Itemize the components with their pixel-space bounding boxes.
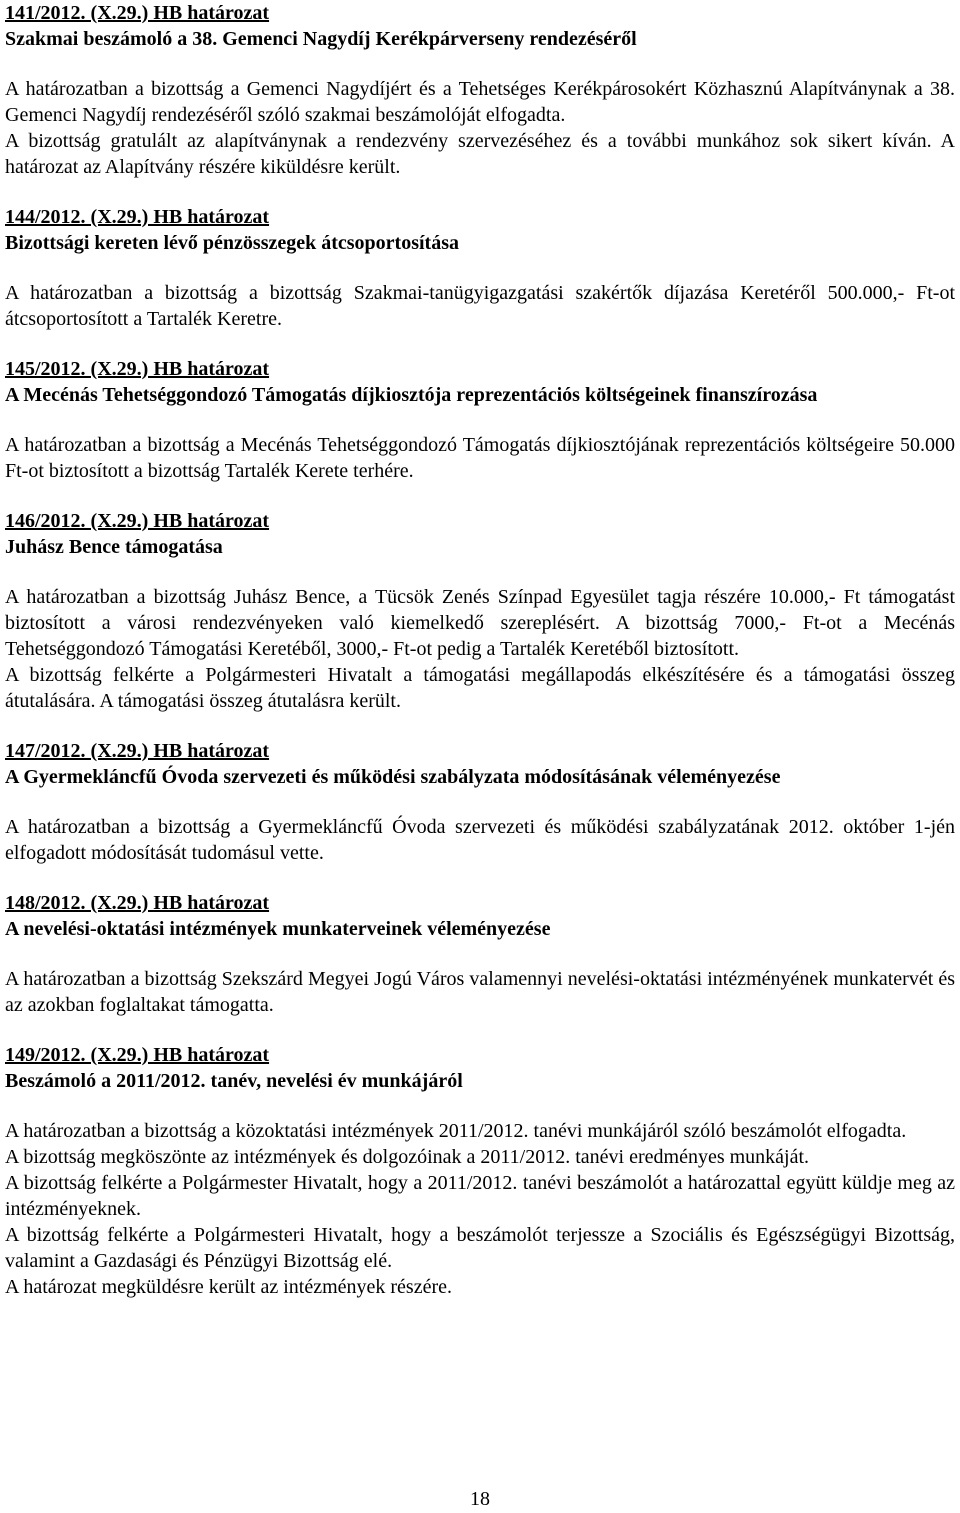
resolution-paragraph: A határozatban a bizottság a Mecénás Tehetséggondozó Támogatás díjkiosztójának reprezentációs költségeire 50.000 Ft-ot biztosított a bizottság Tartalék Kerete terhére. [5, 434, 955, 482]
resolution-number: 145/2012. (X.29.) HB határozat [5, 358, 270, 380]
resolution-title: Juhász Bence támogatása [5, 536, 223, 558]
resolution-paragraph: A határozatban a bizottság Szekszárd Megyei Jogú Város valamennyi nevelési-oktatási intézményének munkatervét és az azokban foglaltakat támogatta. [5, 968, 955, 1016]
resolution-paragraph: A határozatban a bizottság a Gyermekláncfű Óvoda szervezeti és működési szabályzatának 2012. október 1-jén elfogadott módosítását tudomásul vette. [5, 816, 955, 864]
resolution-number: 149/2012. (X.29.) HB határozat [5, 1044, 270, 1066]
resolution-number: 147/2012. (X.29.) HB határozat [5, 740, 270, 762]
resolution-paragraph: A határozat megküldésre került az intézmények részére. [5, 1276, 453, 1298]
resolution-paragraph: A bizottság gratulált az alapítványnak a rendezvény szervezéséhez és a további munkához sok sikert kíván. A határozat az Alapítvány részére kiküldésre került. [5, 130, 955, 178]
resolution-number: 146/2012. (X.29.) HB határozat [5, 510, 270, 532]
document-page [5, 0, 955, 1300]
resolution-title: Szakmai beszámoló a 38. Gemenci Nagydíj Kerékpárverseny rendezéséről [5, 28, 637, 50]
resolution-144 [5, 204, 955, 356]
resolution-number: 148/2012. (X.29.) HB határozat [5, 892, 270, 914]
resolution-141 [5, 0, 955, 204]
resolution-title: Bizottsági kereten lévő pénzösszegek átcsoportosítása [5, 232, 460, 254]
resolution-146 [5, 508, 955, 738]
resolution-title: Beszámoló a 2011/2012. tanév, nevelési év munkájáról [5, 1070, 463, 1092]
resolution-paragraph: A határozatban a bizottság a Gemenci Nagydíjért és a Tehetséges Kerékpárosokért Közhasznú Alapítványnak a 38. Gemenci Nagydíj rendezéséről szóló szakmai beszámolóját elfogadta. [5, 78, 955, 126]
resolution-145 [5, 356, 955, 508]
resolution-title: A Mecénás Tehetséggondozó Támogatás díjkiosztója reprezentációs költségeinek finanszírozása [5, 384, 818, 406]
resolution-paragraph: A határozatban a bizottság a bizottság Szakmai-tanügyigazgatási szakértők díjazása Keretéről 500.000,- Ft-ot átcsoportosított a Tartalék Keretre. [5, 282, 955, 330]
resolution-paragraph: A határozatban a bizottság a közoktatási intézmények 2011/2012. tanévi munkájáról szóló beszámolót elfogadta. [5, 1120, 907, 1142]
page-number: 18 [470, 1488, 490, 1510]
resolution-paragraph: A bizottság felkérte a Polgármesteri Hivatalt, hogy a beszámolót terjessze a Szociális és Egészségügyi Bizottság, valamint a Gazdasági és Pénzügyi Bizottság elé. [5, 1224, 955, 1272]
resolution-title: A nevelési-oktatási intézmények munkaterveinek véleményezése [5, 918, 551, 940]
resolution-paragraph: A bizottság megköszönte az intézmények és dolgozóinak a 2011/2012. tanévi eredményes munkáját. [5, 1146, 810, 1168]
resolution-paragraph: A bizottság felkérte a Polgármester Hivatalt, hogy a 2011/2012. tanévi beszámolót a határozattal együtt küldje meg az intézményeknek. [5, 1172, 955, 1220]
resolution-paragraph: A határozatban a bizottság Juhász Bence, a Tücsök Zenés Színpad Egyesület tagja részére 10.000,- Ft támogatást biztosított a városi rendezvényeken való kiemelkedő szereplésért. A bizottság 7000,- Ft-ot a Mecénás Tehetséggondozó Támogatási Keretéből, 3000,- Ft-ot pedig a Tartalék Keretéből biztosított. [5, 586, 955, 660]
resolution-title: A Gyermekláncfű Óvoda szervezeti és működési szabályzata módosításának véleményezése [5, 766, 781, 788]
resolution-148 [5, 890, 955, 1042]
resolution-149 [5, 1042, 955, 1300]
resolution-number: 141/2012. (X.29.) HB határozat [5, 2, 270, 24]
resolution-number: 144/2012. (X.29.) HB határozat [5, 206, 270, 228]
resolution-paragraph: A bizottság felkérte a Polgármesteri Hivatalt a támogatási megállapodás elkészítésére és a támogatási összeg átutalására. A támogatási összeg átutalásra került. [5, 664, 955, 712]
resolution-147 [5, 738, 955, 890]
